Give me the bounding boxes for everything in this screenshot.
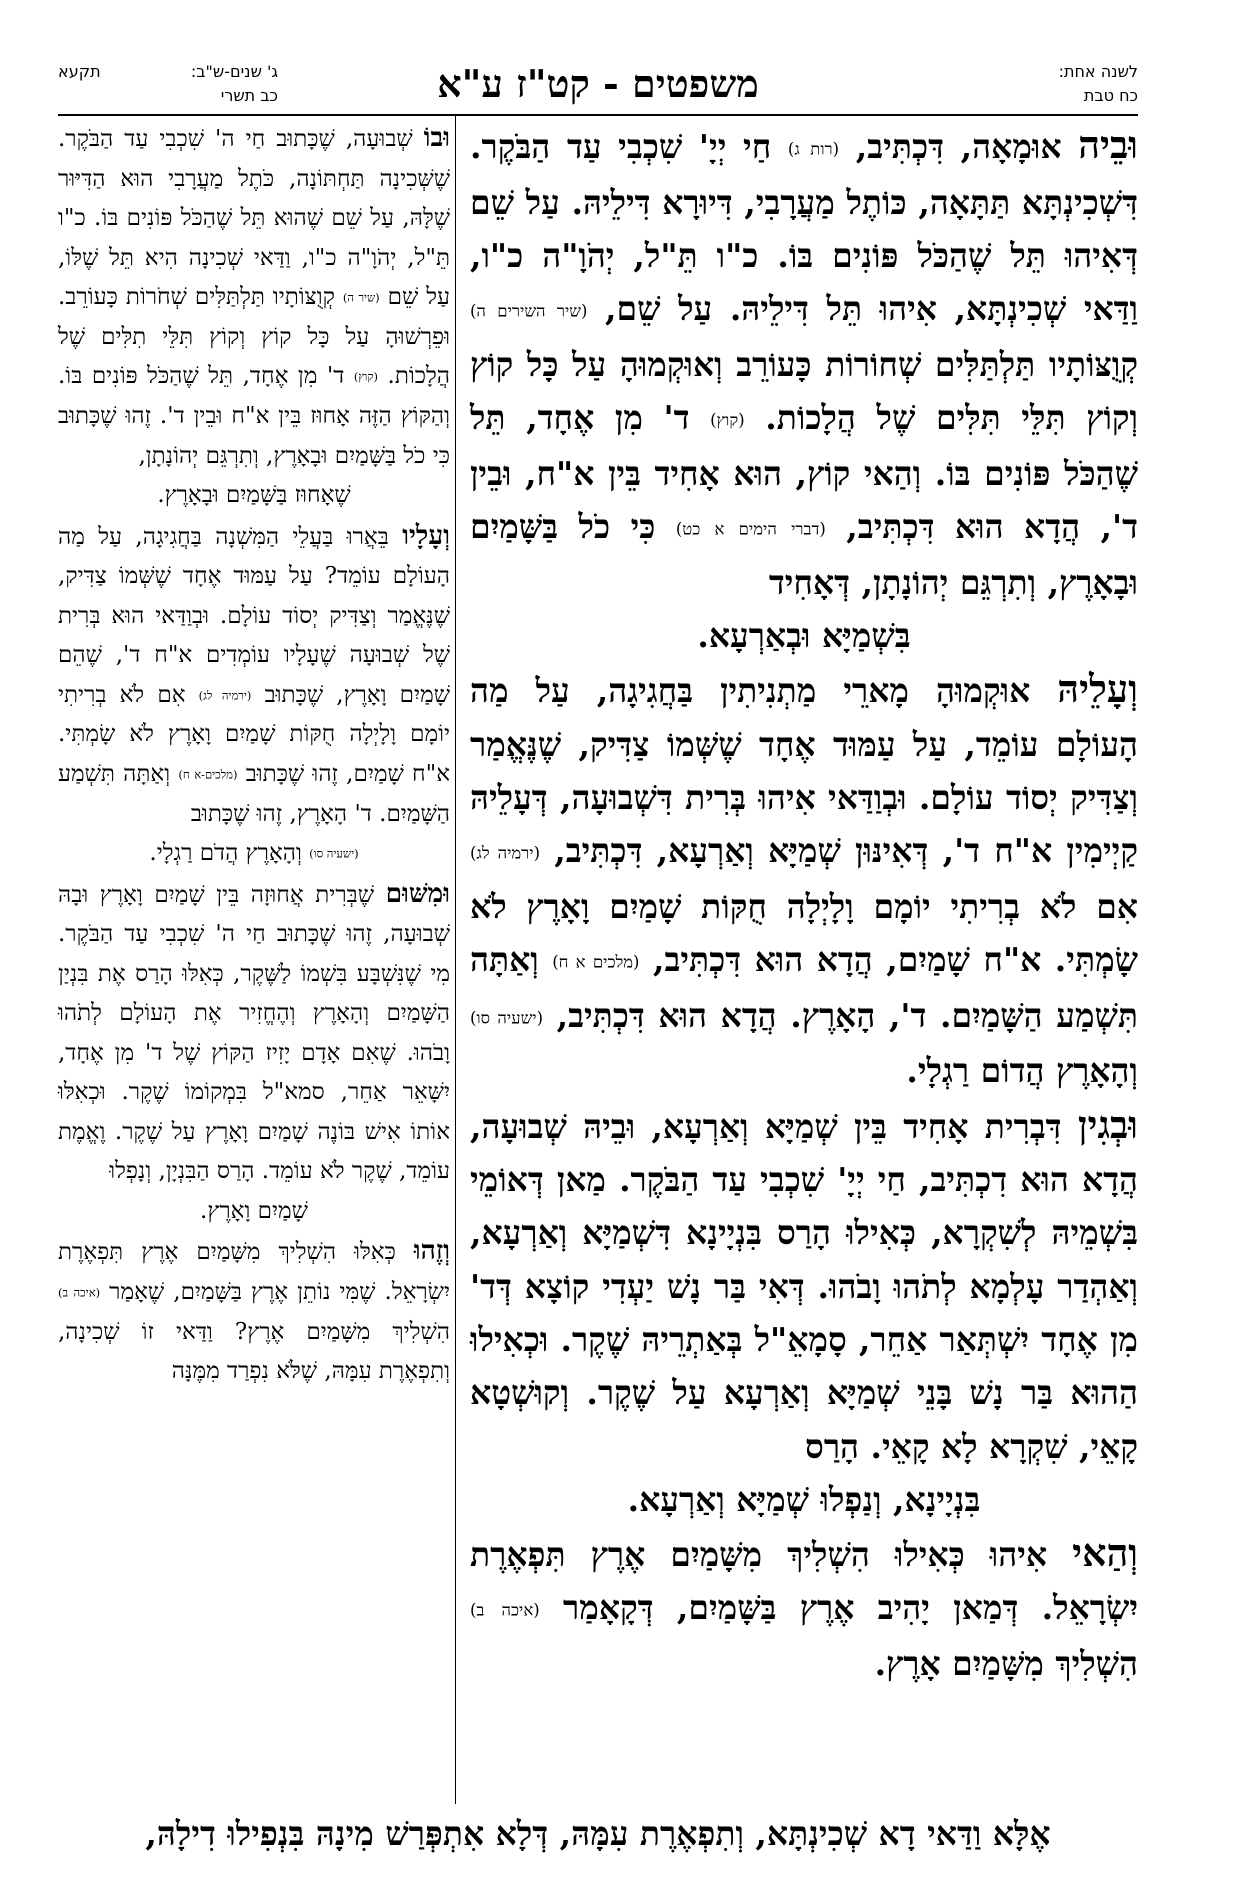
source-reference: (איכה ב): [58, 1285, 101, 1299]
main-paragraph: וּבְגִין דִּבְרִית אָחִיד בֵּין שְׁמַיָּא וְאַרְעָא, וּבֵיהּ שְׁבוּעָה, הֲדָא הוּא דִכְתִּיב, חַי יְיָ' שִׁכְבִי עַד הַבֹּקֶר. מַאן דְּאוֹמֵי בִּשְׁמֵיהּ לְשִׁקְרָא, כְּאִילוּ הָרַס בִּנְיָינָא דִּשְׁמַיָּא וְאַרְעָא, וְאַהְדַר עָלְמָא לְתֹהוּ וָבֹהוּ. דְּאִי בַּר נָשׁ יַעְדִי קוֹצָא דְּד' מִן אֶחָד יִשְׁתְּאַר אַחֵר, סָמָאֵ"ל בְּאַתְרֵיהּ שֶׁקֶר. וּכְאִילוּ הַהוּא בַּר נָשׁ בָּנֵי שְׁמַיָּא וְאַרְעָא עַל שֶׁקֶר. וְקוּשְׁטָא קָאֵי, שִׁקְרָא לָא קָאֵי. הָרַס: [470, 1101, 1138, 1466]
source-reference: (רות ג): [787, 139, 840, 159]
source-reference: (קוץ): [710, 410, 745, 430]
source-reference: (איכה ב): [470, 1600, 540, 1620]
source-reference: (מלכים א ח): [552, 952, 640, 972]
commentary-paragraph: וְעָלָיו בֵּאֲרוּ בַּעֲלֵי הַמִּשְׁנָה בַּחֲגִיגָה, עַל מַה הָעוֹלָם עוֹמֵד? עַל עַמּוּד אֶחָד שֶׁשְּׁמוֹ צַדִּיק, שֶׁנֶּאֱמַר וְצַדִּיק יְסוֹד עוֹלָם. וּבְוַדַּאי הוּא בְּרִית שֶׁל שְׁבוּעָה שֶׁעָלָיו עוֹמְדִים א"ח ד', שֶׁהֵם שָׁמַיִם וָאָרֶץ, שֶׁכָּתוּב (ירמיה לג) אִם לֹא בְרִיתִי יוֹמָם וָלָיְלָה חֻקּוֹת שָׁמַיִם וָאָרֶץ לֹא שָׂמְתִּי. א"ח שָׁמַיִם, זֶהוּ שֶׁכָּתוּב (מלכים-א ח) וְאַתָּה תִּשְׁמַע הַשָּׁמַיִם. ד' הָאָרֶץ, זֶהוּ שֶׁכָּתוּב: [58, 519, 450, 827]
source-reference: (ישעיה סו): [470, 1008, 544, 1028]
main-text-column: [470, 118, 1138, 1806]
source-reference: (קוץ): [353, 369, 378, 384]
source-reference: (ירמיה לג): [198, 687, 252, 702]
bottom-continuation-line: אֶלָּא וַדַּאי דָא שְׁכִינְתָּא, וְתִפְאֶרֶת עִמָּהּ, דְּלָא אִתְפְּרַשׁ מִינָהּ בִּנְפִילוּ דִילָהּ,: [145, 1814, 1051, 1853]
schedule-date: כח טבת: [1083, 86, 1138, 105]
page-title: משפטים - קט"ז ע"א: [437, 61, 759, 106]
commentary-paragraph-end: שָׁמַיִם וָאָרֶץ.: [200, 1197, 308, 1224]
source-reference: (ישעיה סו): [309, 846, 359, 861]
commentary-paragraph: וּבוֹ שְׁבוּעָה, שֶׁכָּתוּב חַי ה' שִׁכְבִי עַד הַבֹּקֶר. שֶׁשְּׁכִינָה תַּחְתּוֹנָה, כֹּתֶל מַעֲרָבִי הוּא הַדִּיּוּר שֶׁלָּהּ, עַל שֵׁם שֶׁהוּא תֵּל שֶׁהַכֹּל פּוֹנִים בּוֹ. כ"ו תֵּ"ל, יְהֹוָ"ה כ"ו, וַדַּאי שְׁכִינָה הִיא תֵּל שֶׁלּוֹ, עַל שֵׁם (שיר ה) קְוֻצּוֹתָיו תַּלְתַּלִּים שְׁחֹרוֹת כָּעוֹרֵב. וּפֵרְשׁוּהָ עַל כָּל קוֹץ וְקוֹץ תִּלֵּי תִלִּים שֶׁל הֲלָכוֹת. (קוץ) ד' מִן אֶחָד, תֵּל שֶׁהַכֹּל פּוֹנִים בּוֹ. וְהַקּוֹץ הַזֶּה אָחוּז בֵּין א"ח וּבֵין ד'. זֶהוּ שֶׁכָּתוּב כִּי כֹל בַּשָּׁמַיִם וּבָאָרֶץ, וְתִרְגֵּם יְהוֹנָתָן,: [58, 122, 450, 469]
page-number: תקעא: [58, 62, 101, 81]
schedule-three-years-date: כב תשרי: [220, 86, 278, 105]
header-divider: [58, 114, 1138, 116]
commentary-paragraph: וְזֶהוּ כְּאִלּוּ הִשְׁלִיךְ מִשָּׁמַיִם אֶרֶץ תִּפְאֶרֶת יִשְׂרָאֵל. שֶׁמִּי נוֹתֵן אֶרֶץ בַּשָּׁמַיִם, שֶׁאָמַר (איכה ב) הִשְׁלִיךְ מִשָּׁמַיִם אֶרֶץ? וַדַּאי זוֹ שְׁכִינָה, וְתִפְאֶרֶת עִמָּהּ, שֶׁלֹּא נִפְרַד מִמֶּנָּה: [58, 1235, 450, 1384]
main-paragraph-end: בִּנְיָינָא, וְנַפְלוּ שְׁמַיָּא וְאַרְעָא.: [627, 1479, 981, 1519]
main-paragraph: וּבֵיה אוּמָאָה, דִּכְתִּיב, (רות ג) חַי יְיָ' שִׁכְבִי עַד הַבֹּקֶר. דִּשְׁכִינְתָּא תַּתָּאָה, כּוֹתֶל מַעֲרָבִי, דִּיוּרָא דִּילֵיהּ. עַל שֵׁם דְּאִיהוּ תֵּל שֶׁהַכֹּל פּוֹנִים בּוֹ. כ"ו תֵּ"ל, יְהֹוָ"ה כ"ו, וַדַּאי שְׁכִינְתָּא, אִיהוּ תֵּל דִּילֵיהּ. עַל שֵׁם, (שיר השירים ה) קְוֻצּוֹתָיו תַּלְתַּלִּים שְׁחוֹרוֹת כָּעוֹרֵב וְאוּקְמוּהָ עַל כָּל קוֹץ וְקוֹץ תִּלֵּי תִּלִּים שֶׁל הֲלָכוֹת. (קוץ) ד' מִן אֶחָד, תֵּל שֶׁהַכֹּל פּוֹנִים בּוֹ. וְהַאי קוֹץ, הוּא אָחִיד בֵּין א"ח, וּבֵין ד', הֲדָא הוּא דִּכְתִּיב, (דברי הימים א כט) כִּי כֹל בַּשָּׁמַיִם וּבָאָרֶץ, וְתִרְגֵּם יְהוֹנָתָן, דְּאָחִיד: [470, 122, 1138, 602]
source-reference: (מלכים-א ח): [178, 767, 238, 781]
schedule-one-year: לשנה אחת:: [1058, 62, 1138, 81]
schedule-three-years: ג' שנים-ש"ב:: [190, 62, 278, 81]
main-paragraph: וְעָלֵיהּ אוּקְמוּהָ מָארֵי מַתְנִיתִין בַּחֲגִיגָה, עַל מַה הָעוֹלָם עוֹמֵד, עַל עַמּוּד אֶחָד שֶׁשְּׁמוֹ צַדִּיק, שֶׁנֶּאֱמַר וְצַדִּיק יְסוֹד עוֹלָם. וּבְוַדַּאי אִיהוּ בְּרִית דִּשְׁבוּעָה, דְּעָלֵיהּ קַיְימִין א"ח ד', דְּאִינּוּן שְׁמַיָּא וְאַרְעָא, דִּכְתִּיב, (ירמיה לג) אִם לֹא בְרִיתִי יוֹמָם וָלָיְלָה חֻקּוֹת שָׁמַיִם וָאָרֶץ לֹא שָׂמְתִּי. א"ח שָׁמַיִם, הֲדָא הוּא דִּכְתִּיב, (מלכים א ח) וְאַתָּה תִּשְׁמַע הַשָּׁמַיִם. ד', הָאָרֶץ. הֲדָא הוּא דִּכְתִּיב, (ישעיה סו) וְהָאָרֶץ הֲדוֹם רַגְלָי.: [470, 666, 1139, 1091]
column-divider: [455, 114, 456, 1804]
source-reference: (שיר השירים ה): [470, 301, 588, 321]
commentary-column: [58, 118, 450, 1806]
source-reference: (שיר ה): [342, 290, 380, 305]
main-paragraph: וְהַאי אִיהוּ כְּאִילוּ הִשְׁלִיךְ מִשָּׁמַיִם אֶרֶץ תִּפְאֶרֶת יִשְׂרָאֵל. דְּמַאן יָהִיב אֶרֶץ בַּשָּׁמַיִם, דְּקָאָמַר (איכה ב) הִשְׁלִיךְ מִשָּׁמַיִם אָרֶץ.: [470, 1530, 1138, 1684]
commentary-paragraph-end: (ישעיה סו) וְהָאָרֶץ הֲדֹם רַגְלָי.: [149, 840, 359, 866]
source-reference: (דברי הימים א כט): [675, 519, 826, 539]
main-paragraph-end: בִּשְׁמַיָּא וּבְאַרְעָא.: [697, 616, 911, 656]
source-reference: (ירמיה לג): [470, 843, 541, 863]
commentary-paragraph: וּמִשּׁוּם שֶׁבְּרִית אֲחוּזָה בֵּין שָׁמַיִם וָאָרֶץ וּבָהּ שְׁבוּעָה, זֶהוּ שֶׁכָּתוּב חַי ה' שִׁכְבִי עַד הַבֹּקֶר. מִי שֶׁנִּשְׁבָּע בִּשְׁמוֹ לַשֶּׁקֶר, כְּאִלּוּ הָרַס אֶת בִּנְיַן הַשָּׁמַיִם וְהָאָרֶץ וְהֶחֱזִיר אֶת הָעוֹלָם לְתֹהוּ וָבֹהוּ. שֶׁאִם אָדָם יָזִיז הַקּוֹץ שֶׁל ד' מִן אֶחָד, יִשָּׁאֵר אַחֵר, סמא"ל בִּמְקוֹמוֹ שֶׁקֶר. וּכְאִלּוּ אוֹתוֹ אִישׁ בּוֹנֶה שָׁמַיִם וָאָרֶץ עַל שֶׁקֶר. וֶאֱמֶת עוֹמֵד, שֶׁקֶר לֹא עוֹמֵד. הָרַס הַבִּנְיָן, וְנָפְלוּ: [58, 877, 450, 1185]
page-header: [58, 58, 1138, 114]
three-year-schedule: [58, 60, 278, 108]
commentary-paragraph-end: שֶׁאָחוּז בַּשָּׁמַיִם וּבָאָרֶץ.: [157, 482, 351, 508]
